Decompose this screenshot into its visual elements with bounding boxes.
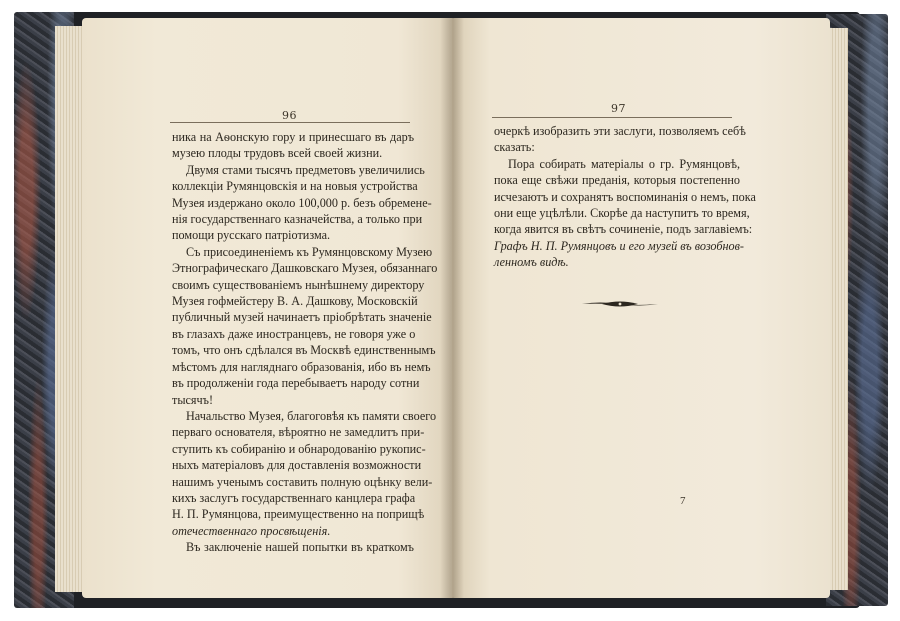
text-line: своимъ существованіемъ нынѣшнему директору	[172, 277, 425, 292]
text-line: Въ заключеніе нашей попытки въ краткомъ	[186, 540, 414, 555]
left-page-number: 96	[282, 109, 297, 122]
text-line: въ глазахъ даже иностранцевъ, не говоря уже о	[172, 326, 416, 341]
text-line: Музея издержано около 100,000 р. безъ обремене-	[172, 195, 432, 210]
text-line: ленномъ видѣ.	[494, 255, 569, 270]
text-line: Съ присоединеніемъ къ Румянцовскому Музею	[186, 244, 433, 259]
text-line: очеркѣ изобразить эти заслуги, позволяемъ себѣ	[494, 124, 746, 138]
text-line: ныхъ матеріаловъ для доставленія возможности	[172, 458, 422, 473]
text-line: Начальство Музея, благоговѣя къ памяти своего	[186, 408, 437, 423]
text-line: въ продолженіи года перебываетъ народу сотни	[172, 376, 420, 391]
left-page-body	[172, 129, 438, 556]
text-line: Двумя стами тысячъ предметовъ увеличились	[186, 162, 425, 177]
right-header-rule	[492, 117, 732, 118]
text-line: пока еще свѣжи преданія, которыя постепенно	[494, 173, 740, 188]
text-line: мѣстомъ для нагляднаго образованія, ибо въ немъ	[172, 359, 431, 374]
text-line: публичный музей начинаетъ пріобрѣтать значеніе	[172, 310, 432, 325]
ornament-divider-icon	[580, 298, 660, 310]
text-line: Музея гофмейстеру В. А. Дашкову, Московскій	[172, 294, 418, 309]
text-line: кихъ заслугъ государственнаго канцлера графа	[172, 490, 416, 505]
text-line: ника на Аѳонскую гору и принесшаго въ даръ	[172, 130, 414, 144]
text-line: когда явится въ свѣтъ сочиненіе, подъ заглавіемъ:	[494, 222, 753, 237]
text-line: ступить къ собиранію и обнародованію рукопис-	[172, 441, 426, 456]
text-line: они еще уцѣлѣли. Скорѣе да наступитъ то время,	[494, 206, 750, 221]
left-header-rule	[170, 122, 410, 123]
text-line: нія государственнаго казначейства, а только при	[172, 212, 423, 227]
text-line: Н. П. Румянцова, преимущественно на поприщѣ	[172, 507, 425, 522]
text-line: помощи русскаго патріотизма.	[172, 228, 331, 243]
text-line: Этнографическаго Дашковскаго Музея, обязаннаго	[172, 261, 438, 276]
book-gutter	[440, 18, 464, 598]
right-page-number: 97	[611, 102, 626, 115]
signature-mark: 7	[680, 495, 686, 507]
right-page-body	[494, 123, 756, 271]
text-line: музею плоды трудовъ всей своей жизни.	[172, 146, 383, 161]
text-line: Графъ Н. П. Румянцовъ и его музей въ возобнов-	[494, 238, 744, 253]
text-line: томъ, что онъ сдѣлался въ Москвѣ единственнымъ	[172, 343, 436, 358]
text-line: Пора собирать матеріалы о гр. Румянцовѣ,	[508, 156, 740, 171]
text-line: перваго основателя, вѣроятно не замедлитъ при-	[172, 425, 425, 440]
left-page-stack	[55, 26, 85, 592]
text-line: сказать:	[494, 140, 535, 155]
text-line: отечественнаго просвѣщенія.	[172, 523, 331, 538]
text-line: коллекціи Румянцовскія и на новыя устройства	[172, 179, 418, 194]
text-line: нашимъ ученымъ составить полную оцѣнку вели-	[172, 474, 433, 489]
text-line: исчезаютъ и сохранятъ воспоминанія о немъ, пока	[494, 189, 756, 204]
text-line: тысячъ!	[172, 392, 214, 407]
